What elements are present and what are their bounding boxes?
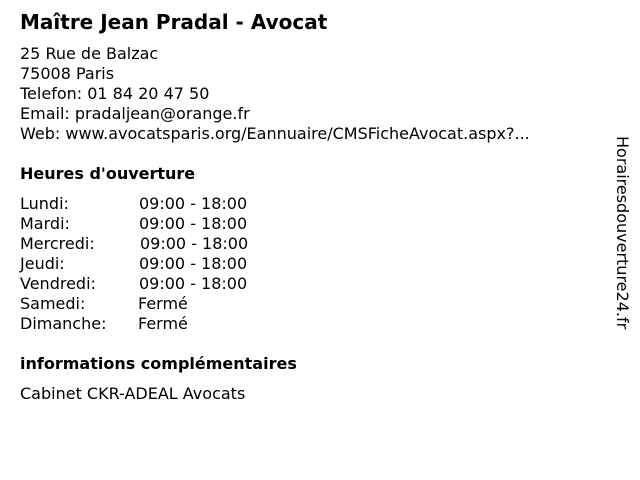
time-value: 09:00 - 18:00 [139,254,248,273]
hours-heading: Heures d'ouverture [20,164,196,183]
day-label: Lundi: [20,194,69,213]
day-label: Dimanche: [20,314,107,333]
street-address: 25 Rue de Balzac [20,44,159,63]
time-value: Fermé [138,314,188,333]
time-value: 09:00 - 18:00 [139,194,248,213]
extra-info-heading: informations complémentaires [20,354,297,373]
site-watermark: Horairesdouverture24.fr [613,136,632,330]
website-url: Web: www.avocatsparis.org/Eannuaire/CMSFicheAvocat.aspx?... [20,124,530,143]
day-label: Vendredi: [20,274,96,293]
email-address: Email: pradaljean@orange.fr [20,104,250,123]
day-label: Mardi: [20,214,70,233]
day-label: Mercredi: [20,234,95,253]
time-value: 09:00 - 18:00 [139,214,248,233]
time-value: Fermé [138,294,188,313]
day-label: Samedi: [20,294,86,313]
city-postcode: 75008 Paris [20,64,115,83]
phone-number: Telefon: 01 84 20 47 50 [20,84,210,103]
extra-info-text: Cabinet CKR-ADEAL Avocats [20,384,246,403]
time-value: 09:00 - 18:00 [139,274,248,293]
day-label: Jeudi: [20,254,65,273]
contact-info [20,44,530,144]
page-title: Maître Jean Pradal - Avocat [20,10,328,34]
time-value: 09:00 - 18:00 [140,234,249,253]
